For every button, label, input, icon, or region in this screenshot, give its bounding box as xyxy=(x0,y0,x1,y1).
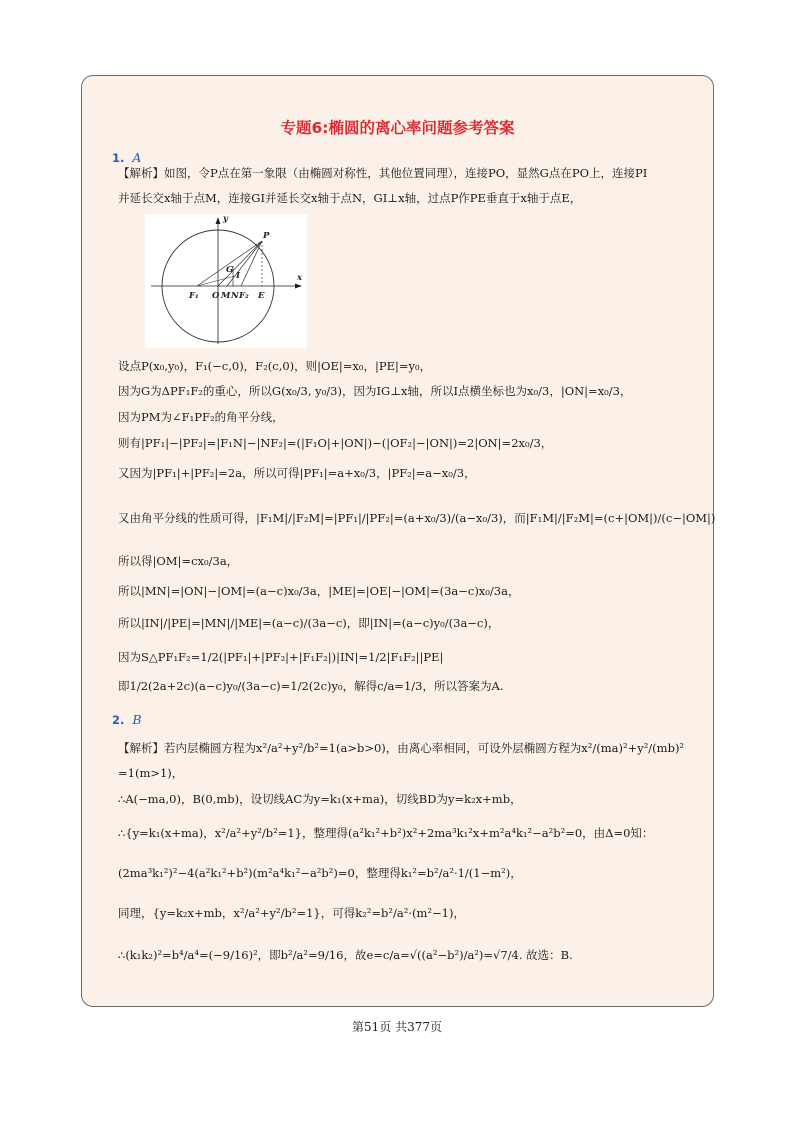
q1-line-12: 因为S△PF₁F₂=1/2(|PF₁|+|PF₂|+|F₁F₂|)|IN|=1/2|F₁F₂||PE| xyxy=(118,650,444,664)
label-x: x xyxy=(297,273,303,283)
label-g: G xyxy=(226,265,234,275)
q1-answer-letter: A xyxy=(132,150,142,165)
q2-line-4: ∴{y=k₁(x+ma)，x²/a²+y²/b²=1}，整理得(a²k₁²+b²)x²+2ma³k₁²x+m²a⁴k₁²−a²b²=0，由Δ=0知： xyxy=(118,826,654,840)
q1-line-5: 因为PM为∠F₁PF₂的角平分线， xyxy=(118,410,284,424)
q2-line-1: 【解析】若内层椭圆方程为x²/a²+y²/b²=1(a>b>0)，由离心率相同，可设外层椭圆方程为x²/(ma)²+y²/(mb)² xyxy=(118,741,685,755)
q1-line-11: 所以|IN|/|PE|=|MN|/|ME|=(a−c)/(3a−c)，即|IN|=(a−c)y₀/(3a−c)， xyxy=(118,616,500,630)
q1-line-4: 因为G为ΔPF₁F₂的重心，所以G(x₀/3, y₀/3)，因为IG⊥x轴，所以I点横坐标也为x₀/3，|ON|=x₀/3， xyxy=(118,384,632,398)
label-f1: F₁ xyxy=(189,291,199,301)
label-m: M xyxy=(221,291,231,301)
label-y: y xyxy=(223,214,228,224)
q2-line-2: =1(m>1)， xyxy=(118,766,184,780)
q1-line-9: 所以得|OM|=cx₀/3a， xyxy=(118,554,239,568)
page-footer: 第51页 共377页 xyxy=(352,1020,442,1034)
q2-line-5: (2ma³k₁²)²−4(a²k₁²+b²)(m²a⁴k₁²−a²b²)=0，整理得k₁²=b²/a²·1/(1−m²)， xyxy=(118,866,522,880)
q1-answer xyxy=(112,150,141,165)
page-title: 专题6:椭圆的离心率问题参考答案 xyxy=(280,119,515,137)
label-e: E xyxy=(258,291,265,301)
q2-line-6: 同理，{y=k₂x+mb，x²/a²+y²/b²=1}，可得k₂²=b²/a²·(m²−1)， xyxy=(118,906,465,920)
q1-line-2: 并延长交x轴于点M，连接GI并延长交x轴于点N，GI⊥x轴，过点P作PE垂直于x轴于点E， xyxy=(118,191,582,205)
q2-number: 2. xyxy=(112,713,125,727)
q1-line-3: 设点P(x₀,y₀)，F₁(−c,0)，F₂(c,0)，则|OE|=x₀，|PE|=y₀， xyxy=(118,359,432,373)
label-n: N xyxy=(231,291,239,301)
q1-line-8: 又由角平分线的性质可得，|F₁M|/|F₂M|=|PF₁|/|PF₂|=(a+x₀/3)/(a−x₀/3)，而|F₁M|/|F₂M|=(c+|OM|)/(c−|OM|) xyxy=(118,511,716,525)
label-o: O xyxy=(212,291,220,301)
q2-answer xyxy=(112,712,142,727)
q1-line-13: 即1/2(2a+2c)(a−c)y₀/(3a−c)=1/2(2c)y₀，解得c/a=1/3，所以答案为A. xyxy=(118,679,504,693)
q1-line-10: 所以|MN|=|ON|−|OM|=(a−c)x₀/3a，|ME|=|OE|−|OM|=(3a−c)x₀/3a， xyxy=(118,584,520,598)
label-p: P xyxy=(263,231,270,241)
q1-number: 1. xyxy=(112,151,125,165)
ellipse-figure xyxy=(145,214,307,348)
label-i: I xyxy=(236,271,240,281)
solution-card xyxy=(81,75,714,1007)
q2-line-7: ∴(k₁k₂)²=b⁴/a⁴=(−9/16)²，即b²/a²=9/16，故e=c/a=√((a²−b²)/a²)=√7/4. 故选：B. xyxy=(118,948,573,962)
q1-line-1: 【解析】如图，令P点在第一象限（由椭圆对称性，其他位置同理），连接PO，显然G点在PO上，连接PI xyxy=(118,166,648,180)
q2-line-3: ∴A(−ma,0)，B(0,mb)，设切线AC为y=k₁(x+ma)，切线BD为y=k₂x+mb， xyxy=(118,792,522,806)
q2-answer-letter: B xyxy=(132,712,142,727)
q1-line-7: 又因为|PF₁|+|PF₂|=2a，所以可得|PF₁|=a+x₀/3，|PF₂|=a−x₀/3， xyxy=(118,466,476,480)
label-f2: F₂ xyxy=(239,291,249,301)
q1-line-6: 则有|PF₁|−|PF₂|=|F₁N|−|NF₂|=(|F₁O|+|ON|)−(|OF₂|−|ON|)=2|ON|=2x₀/3， xyxy=(118,436,553,450)
